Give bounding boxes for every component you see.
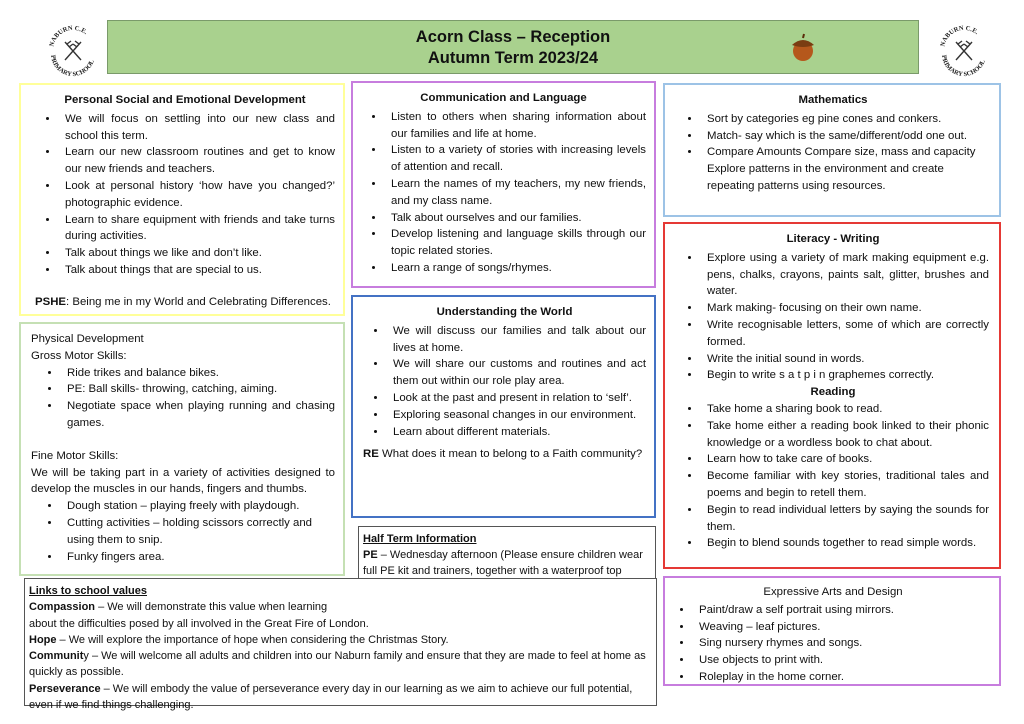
list-item: • We will focus on settling into our new class and school this term. bbox=[59, 111, 335, 145]
community-line bbox=[29, 648, 650, 681]
list-item: • Mark making- focusing on their own name. bbox=[701, 300, 989, 317]
physical-panel bbox=[19, 322, 345, 576]
list-item: • Develop listening and language skills through our topic related stories. bbox=[385, 226, 646, 260]
list-item: • Weaving – leaf pictures. bbox=[693, 619, 989, 636]
list-item: • Listen to a variety of stories with increasing levels of attention and recall. bbox=[385, 142, 646, 176]
values-title: Links to school values bbox=[29, 585, 147, 597]
community-label: Communit bbox=[29, 650, 84, 663]
writing-list bbox=[677, 250, 989, 384]
acorn-icon bbox=[789, 33, 817, 63]
pe-text: – Wednesday afternoon (Please ensure children wear full PE kit and trainers, together with a waterproof top bbox=[363, 549, 643, 577]
list-item: • Learn our new classroom routines and get to know our new friends and teachers. bbox=[59, 144, 335, 178]
maths-list bbox=[677, 111, 989, 195]
arts-list bbox=[677, 602, 989, 686]
list-item: • Exploring seasonal changes in our environment. bbox=[387, 407, 646, 424]
list-item: • Take home either a reading book linked to their phonic knowledge or a wordless book to chat about. bbox=[701, 418, 989, 452]
list-item: • Use objects to print with. bbox=[693, 652, 989, 669]
svg-text:PRIMARY SCHOOL: PRIMARY SCHOOL bbox=[48, 54, 96, 79]
half-term-title: Half Term Information bbox=[363, 533, 477, 545]
perseverance-label: Perseverance bbox=[29, 682, 101, 695]
fine-motor-list bbox=[31, 498, 335, 565]
svg-text:PRIMARY SCHOOL: PRIMARY SCHOOL bbox=[939, 54, 987, 79]
list-item: • Begin to read individual letters by saying the sounds for them. bbox=[701, 502, 989, 536]
reading-list bbox=[677, 401, 989, 552]
list-item: • Sort by categories eg pine cones and conkers. bbox=[701, 111, 989, 128]
list-item: • Write the initial sound in words. bbox=[701, 351, 989, 368]
hope-line bbox=[29, 632, 650, 648]
world-title: Understanding the World bbox=[436, 306, 573, 318]
perseverance-line bbox=[29, 681, 650, 714]
compassion-text: – We will demonstrate this value when learning bbox=[95, 601, 328, 614]
list-item: • Learn how to take care of books. bbox=[701, 451, 989, 468]
list-item: • Match- say which is the same/different/odd one out. bbox=[701, 128, 989, 145]
list-item: • Begin to write s a t p i n graphemes correctly. bbox=[701, 367, 989, 384]
arts-panel bbox=[663, 576, 1001, 686]
list-item: • Look at personal history ‘how have you changed?’ photographic evidence. bbox=[59, 178, 335, 212]
arts-title: Expressive Arts and Design bbox=[763, 586, 903, 598]
list-item: • Listen to others when sharing information about our families and life at home. bbox=[385, 109, 646, 143]
title-banner bbox=[107, 20, 919, 74]
pshe-line bbox=[35, 294, 335, 311]
literacy-panel bbox=[663, 222, 1001, 569]
list-item: • Sing nursery rhymes and songs. bbox=[693, 635, 989, 652]
list-item: • Learn the names of my teachers, my new friends, and my class name. bbox=[385, 176, 646, 210]
pshe-label: PSHE bbox=[35, 295, 67, 308]
list-item: • Negotiate space when playing running and chasing games. bbox=[61, 398, 335, 432]
hope-label: Hope bbox=[29, 633, 57, 646]
compassion-line-2: about the difficulties posed by all involved in the Great Fire of London. bbox=[29, 617, 369, 630]
list-item: • Ride trikes and balance bikes. bbox=[61, 365, 335, 382]
literacy-title: Literacy - Writing bbox=[786, 233, 880, 245]
world-panel bbox=[351, 295, 656, 518]
list-item: • Paint/draw a self portrait using mirrors. bbox=[693, 602, 989, 619]
list-item: • Compare Amounts Compare size, mass and capacity Explore patterns in the environment and create repeating patterns using resources. bbox=[701, 144, 989, 194]
maths-title: Mathematics bbox=[798, 94, 868, 106]
psed-panel bbox=[19, 83, 345, 316]
compassion-label: Compassion bbox=[29, 601, 96, 614]
re-line bbox=[363, 446, 646, 463]
list-item: • PE: Ball skills- throwing, catching, aiming. bbox=[61, 381, 335, 398]
communication-list bbox=[361, 109, 646, 277]
world-list bbox=[363, 323, 646, 441]
svg-text:NABURN C.E.: NABURN C.E. bbox=[939, 24, 980, 48]
svg-text:NABURN C.E.: NABURN C.E. bbox=[48, 24, 89, 48]
title-line-1: Acorn Class – Reception bbox=[415, 28, 611, 46]
list-item: • Talk about things that are special to us. bbox=[59, 262, 335, 279]
list-item: • Begin to blend sounds together to read simple words. bbox=[701, 535, 989, 552]
list-item: • Dough station – playing freely with playdough. bbox=[61, 498, 335, 515]
gross-motor-list bbox=[31, 365, 335, 432]
psed-list bbox=[35, 111, 335, 279]
pshe-text: : Being me in my World and Celebrating Differences. bbox=[66, 295, 331, 308]
re-label: RE bbox=[363, 448, 379, 461]
list-item: • Learn to share equipment with friends and take turns during activities. bbox=[59, 212, 335, 246]
compassion-line bbox=[29, 599, 650, 615]
maths-panel bbox=[663, 83, 1001, 217]
values-panel bbox=[24, 578, 657, 712]
list-item: • Roleplay in the home corner. bbox=[693, 669, 989, 686]
list-item: • Learn about different materials. bbox=[387, 424, 646, 441]
communication-title: Communication and Language bbox=[420, 92, 587, 104]
list-item: • Funky fingers area. bbox=[61, 549, 335, 566]
list-item: • Write recognisable letters, some of which are correctly formed. bbox=[701, 317, 989, 351]
communication-panel bbox=[351, 81, 656, 288]
fine-motor-title: Fine Motor Skills: bbox=[31, 449, 119, 462]
reading-title: Reading bbox=[810, 386, 856, 399]
school-logo-right bbox=[934, 20, 994, 80]
psed-title: Personal Social and Emotional Development bbox=[64, 94, 306, 106]
school-logo-left bbox=[43, 20, 103, 80]
list-item: • Take home a sharing book to read. bbox=[701, 401, 989, 418]
list-item: • Learn a range of songs/rhymes. bbox=[385, 260, 646, 277]
hope-text: – We will explore the importance of hope when considering the Christmas Story. bbox=[56, 633, 449, 646]
list-item: • Become familiar with key stories, traditional tales and poems and begin to retell them. bbox=[701, 468, 989, 502]
list-item: • Explore using a variety of mark making equipment e.g. pens, chalks, crayons, paints salt, glitter, brushes and water. bbox=[701, 250, 989, 300]
fine-motor-text: We will be taking part in a variety of activities designed to develop the muscles in our hands, fingers and thumbs. bbox=[31, 466, 335, 496]
list-item: • Talk about ourselves and our families. bbox=[385, 210, 646, 227]
physical-title: Physical Development bbox=[31, 333, 144, 345]
list-item: • We will share our customs and routines and act them out within our role play area. bbox=[387, 356, 646, 390]
re-text: What does it mean to belong to a Faith community? bbox=[378, 448, 643, 461]
title-line-2: Autumn Term 2023/24 bbox=[427, 49, 599, 67]
perseverance-text: – We will embody the value of perseverance every day in our learning as we aim to achieve our full potential, even if we find things challenging. bbox=[29, 682, 633, 712]
gross-motor-title: Gross Motor Skills: bbox=[31, 349, 127, 362]
list-item: • We will discuss our families and talk about our lives at home. bbox=[387, 323, 646, 357]
list-item: • Talk about things we like and don’t like. bbox=[59, 245, 335, 262]
list-item: • Look at the past and present in relation to ‘self’. bbox=[387, 390, 646, 407]
community-text: y – We will welcome all adults and children into our Naburn family and ensure that they are made to feel at home as quickly as possible. bbox=[29, 650, 646, 679]
pe-label: PE bbox=[363, 549, 378, 561]
list-item: • Cutting activities – holding scissors correctly and using them to snip. bbox=[61, 515, 335, 549]
